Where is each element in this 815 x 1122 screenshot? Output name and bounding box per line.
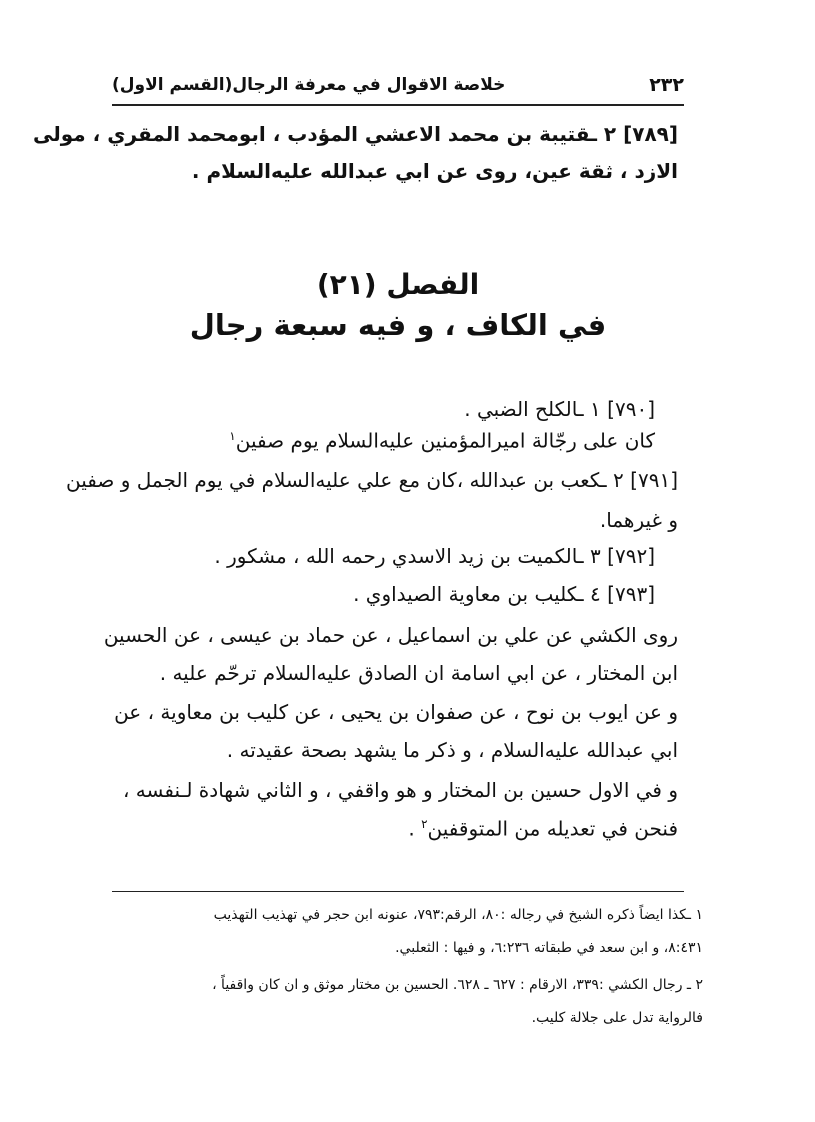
chapter-title: في الكاف ، و فيه سبعة رجال: [189, 308, 607, 342]
page-number: ٢٣٢: [649, 74, 684, 96]
footnote-ref-1[interactable]: ١: [229, 429, 236, 443]
para-3-line1: و في الاول حسين بن المختار و هو واقفي ، و الثاني شهادة لـنفسه ،: [122, 778, 678, 802]
footnote-rule: [112, 891, 684, 892]
running-title: خلاصة الاقوال في معرفة الرجال(القسم الاول): [112, 75, 506, 95]
para-1-line1: روى الكشي عن علي بن اسماعيل ، عن حماد بن عيسى ، عن الحسين: [103, 623, 678, 647]
footnote-2-line1: ٢ ـ رجال الكشي :٣٣٩، الارقام : ٦٢٧ ـ ٦٢٨. الحسين بن مختار موثق و ان كان واقفياً ،: [212, 977, 703, 993]
entry-789-line1: [٧٨٩] ٢ ـقتيبة بن محمد الاعشي المؤدب ، ابومحمد المقري ، مولى: [33, 122, 678, 146]
footnote-1-line1: ١ ـكذا ايضاً ذكره الشيخ في رجاله :٨٠، الرقم:٧٩٣، عنونه ابن حجر في تهذيب التهذيب: [213, 907, 703, 923]
para-3-line2: فنحن في تعديله من المتوقفين$^٢$ .: [408, 816, 678, 841]
entry-792: [٧٩٢] ٣ ـالكميت بن زيد الاسدي رحمه الله ، مشكور .: [214, 544, 655, 568]
entry-790-line1: [٧٩٠] ١ ـالكلح الضبي .: [464, 397, 655, 421]
header-rule: [112, 104, 684, 106]
para-1-line2: ابن المختار ، عن ابي اسامة ان الصادق عليه‌السلام ترحّم عليه .: [159, 661, 678, 685]
chapter-number: الفصل (٢١): [316, 268, 480, 301]
page-header: [112, 68, 684, 102]
entry-791-line2: و غيرهما.: [599, 508, 678, 532]
entry-791-line1: [٧٩١] ٢ ـكعب بن عبدالله ،كان مع علي عليه‌السلام في يوم الجمل و صفين: [66, 468, 678, 492]
footnote-1-line2: ٨:٤٣١، و ابن سعد في طبقاته ٦:٢٣٦، و فيها : الثعلبي.: [395, 940, 703, 956]
entry-789-line2: الازد ، ثقة عين، روى عن ابي عبدالله عليه‌السلام .: [191, 159, 678, 183]
entry-793: [٧٩٣] ٤ ـكليب بن معاوية الصيداوي .: [353, 582, 655, 606]
footnote-2-line2: فالرواية تدل على جلالة كليب.: [531, 1010, 703, 1026]
footnote-ref-2[interactable]: ٢: [421, 817, 428, 831]
para-2-line2: ابي عبدالله عليه‌السلام ، و ذكر ما يشهد بصحة عقيدته .: [226, 738, 678, 762]
para-2-line1: و عن ايوب بن نوح ، عن صفوان بن يحيى ، عن كليب بن معاوية ، عن: [114, 700, 678, 724]
entry-790-line2: كان على رجّالة اميرالمؤمنين عليه‌السلام يوم صفين$^١$: [229, 428, 655, 453]
